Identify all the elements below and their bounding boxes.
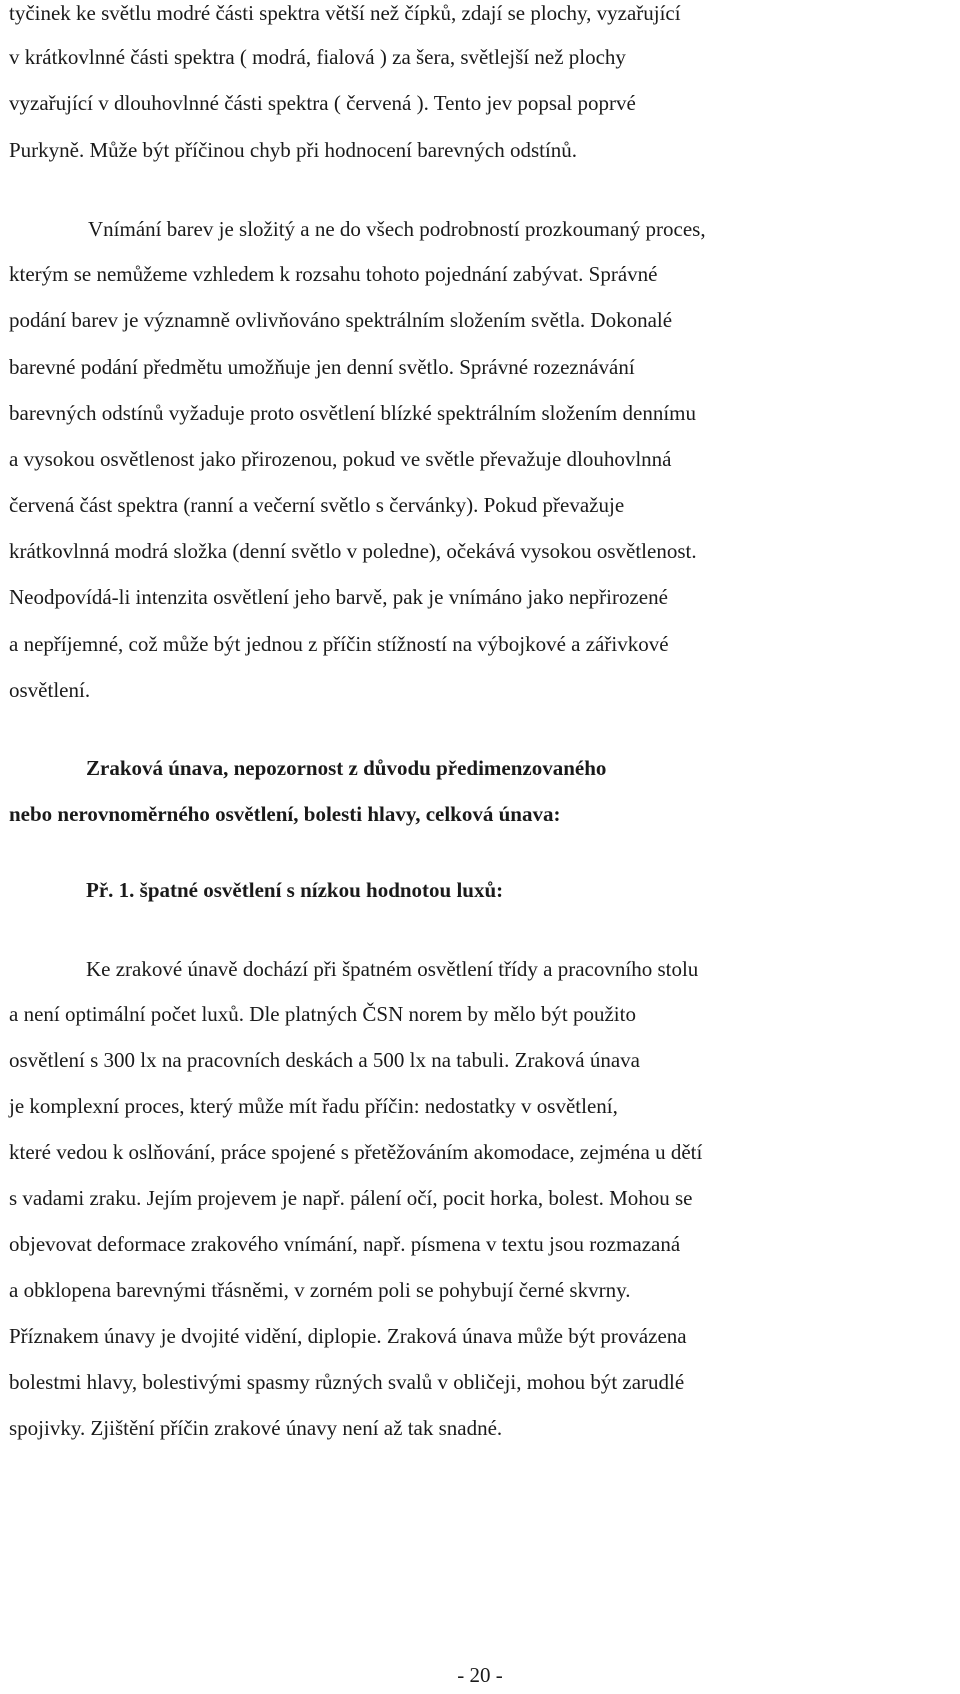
heading-line: nebo nerovnoměrného osvětlení, bolesti hlavy, celková únava: bbox=[9, 802, 561, 826]
page-number: - 20 - bbox=[457, 1663, 503, 1687]
text-line: červená část spektra (ranní a večerní světlo s červánky). Pokud převažuje bbox=[9, 493, 625, 517]
text-line: kterým se nemůžeme vzhledem k rozsahu tohoto pojednání zabývat. Správné bbox=[9, 262, 658, 286]
text-line: vyzařující v dlouhovlnné části spektra ( červená ). Tento jev popsal poprvé bbox=[9, 91, 636, 115]
text-line: a obklopena barevnými třásněmi, v zorném poli se pohybují černé skvrny. bbox=[9, 1278, 631, 1302]
text-line: v krátkovlnné části spektra ( modrá, fialová ) za šera, světlejší než plochy bbox=[9, 45, 626, 69]
text-line: osvětlení. bbox=[9, 678, 91, 702]
text-line: krátkovlnná modrá složka (denní světlo v poledne), očekává vysokou osvětlenost. bbox=[9, 539, 697, 563]
text-line: Vnímání barev je složitý a ne do všech podrobností prozkoumaný proces, bbox=[88, 217, 706, 241]
text-line: barevných odstínů vyžaduje proto osvětlení blízké spektrálním složením dennímu bbox=[9, 401, 697, 425]
text-line: osvětlení s 300 lx na pracovních deskách a 500 lx na tabuli. Zraková únava bbox=[9, 1048, 640, 1072]
text-line: Purkyně. Může být příčinou chyb při hodnocení barevných odstínů. bbox=[9, 138, 578, 162]
text-line: podání barev je významně ovlivňováno spektrálním složením světla. Dokonalé bbox=[9, 308, 673, 332]
text-line: Příznakem únavy je dvojité vidění, diplopie. Zraková únava může být provázena bbox=[9, 1324, 687, 1348]
heading-line: Zraková únava, nepozornost z důvodu předimenzovaného bbox=[86, 756, 607, 780]
text-line: a není optimální počet luxů. Dle platných ČSN norem by mělo být použito bbox=[9, 1002, 636, 1026]
text-line: které vedou k oslňování, práce spojené s přetěžováním akomodace, zejména u dětí bbox=[9, 1140, 703, 1164]
text-line: s vadami zraku. Jejím projevem je např. pálení očí, pocit horka, bolest. Mohou se bbox=[9, 1186, 693, 1210]
text-line: spojivky. Zjištění příčin zrakové únavy není až tak snadné. bbox=[9, 1416, 503, 1440]
example-heading: Př. 1. špatné osvětlení s nízkou hodnotou luxů: bbox=[86, 878, 504, 902]
text-line: je komplexní proces, který může mít řadu příčin: nedostatky v osvětlení, bbox=[9, 1094, 618, 1118]
text-line: a vysokou osvětlenost jako přirozenou, pokud ve světle převažuje dlouhovlnná bbox=[9, 447, 672, 471]
text-line: Ke zrakové únavě dochází při špatném osvětlení třídy a pracovního stolu bbox=[86, 957, 699, 981]
text-line: barevné podání předmětu umožňuje jen denní světlo. Správné rozeznávání bbox=[9, 355, 635, 379]
text-line: bolestmi hlavy, bolestivými spasmy různých svalů v obličeji, mohou být zarudlé bbox=[9, 1370, 685, 1394]
text-line: tyčinek ke světlu modré části spektra větší než čípků, zdají se plochy, vyzařující bbox=[9, 1, 681, 25]
text-line: Neodpovídá-li intenzita osvětlení jeho barvě, pak je vnímáno jako nepřirozené bbox=[9, 585, 668, 609]
text-line: a nepříjemné, což může být jednou z příčin stížností na výbojkové a zářivkové bbox=[9, 632, 669, 656]
text-line: objevovat deformace zrakového vnímání, např. písmena v textu jsou rozmazaná bbox=[9, 1232, 681, 1256]
